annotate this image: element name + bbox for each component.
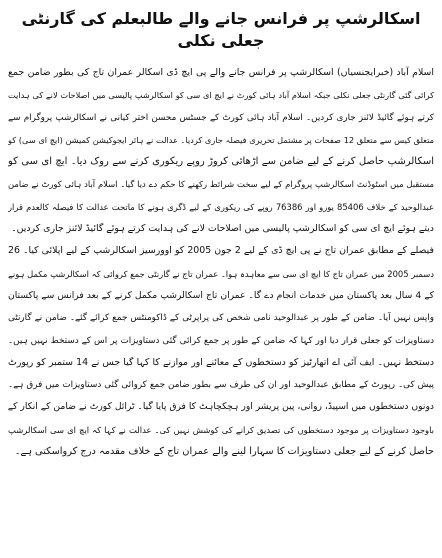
article-line: دسمبر 2005 میں عمران تاج کا ایچ ای سی سے معاہدہ ہوا۔ عمران تاج نے گارنٹی جمع کروائی کہ اسکالرشپ مکمل ہونے [8, 268, 434, 279]
article-line: دونوں دستخطوں میں اسپیڈ، روانی، پین پریشر اور ہچکچاہٹ کا فرق پایا گیا۔ ٹرائل کورٹ نے ضامن کے انکار کے [8, 401, 434, 413]
article-line: فیصلے کے مطابق عمران تاج نے پی ایچ ڈی کے لیے 2 جون 2005 کو اوورسیز اسکالرشپ کے لیے اپلائی کیا۔ 26 [8, 245, 434, 257]
article-headline: اسکالرشپ پر فرانس جانے والے طالبعلم کی گارنٹی جعلی نکلی [21, 9, 421, 50]
article-line: کرتے ہوئے گائیڈ لائنز جاری کردیں۔ اسلام آباد ہائی کورٹ کے جسٹس محسن اختر کیانی نے اسکالرشپ پروگرام سے [8, 112, 434, 123]
article-line: کے 4 سال بعد پاکستان میں خدمات انجام دے گا۔ عمران تاج اسکالرشپ مکمل کرنے کے بعد فرانس سے پاکستان [8, 289, 434, 301]
article-line: متعلق کیس سے متعلق 12 صفحات پر مشتمل تحریری فیصلہ جاری کردیا۔ عدالت نے ہائر ایجوکیشن کمیشن (ایچ ای سی) کو [8, 134, 434, 145]
article-line: پیش کی۔ رپورٹ کے مطابق عبدالوحید اور ان کی طرف سے بطور ضامن جمع کروائی گئی دستاویزات میں فرق ہے۔ [8, 380, 434, 391]
article-line: حاصل کرنے کے لیے جعلی دستاویزات کا سہارا لینے والے عمران تاج کے خلاف مقدمہ درج کرواسکتی ہے۔ [14, 446, 434, 458]
article-line: دستاویزات کو جعلی قرار دیا اور کہا کہ ضامن کے طور پر جمع کرائی گئی دستاویزات پر اس کے دستخط نہیں ہیں۔ [8, 335, 434, 346]
article-line: واپس نہیں آیا۔ ضامن کے طور پر عبدالوحید نامی شخص کی پراپرٹی کے ڈاکومنٹس جمع کرائے گئے۔ ضامن نے گارنٹی [8, 313, 434, 324]
article-line: باوجود دستاویزات پر موجود دستخطوں کی تصدیق کرانے کی کوشش نہیں کی۔ عدالت نے کہا کہ ایچ ای سی اسکالرشپ [8, 424, 434, 435]
article-line: اسکالرشپ حاصل کرنے کے لیے ضامن سے اڑھائی کروڑ روپے ریکوری کرنے سے روک دیا۔ ایچ ای سی کو [8, 156, 434, 168]
article-line: مستقبل میں اسٹوڈنٹ اسکالرشپ پروگرام کے لیے سخت شرائط رکھنے کا حکم دے دیا گیا۔ اسلام آباد ہائی کورٹ نے ضامن [8, 179, 434, 190]
article-line: دیتے ہوئے ایچ ای سی کو اسکالرشپ پالیسی میں اصلاحات لانے کی ہدایت کرتے ہوئے گائیڈ لائنز جاری کردیں۔ [11, 223, 434, 235]
article-line: کرائی گئی گارنٹی جعلی نکلی جبکہ اسلام آباد ہائی کورٹ نے ایچ ای سی کو اسکالرشپ پالیسی میں اصلاحات لانے کی ہدایت [8, 90, 434, 101]
article-line: اسلام آباد (خبرایجنسیاں) اسکالرشپ پر فرانس جانے والے پی ایچ ڈی اسکالر عمران تاج کی بطور ضامن جمع [8, 67, 434, 78]
article-line: دستخط نہیں۔ ایف آئی اے اتھارٹیز کو دستخطوں کے معائنے اور موازنے کا کہا گیا جس نے 14 ستمبر کو رپورٹ [8, 356, 434, 368]
article-body [8, 62, 434, 463]
article-line: عبدالوحید کے خلاف 85406 یورو اور 76386 روپے کی ریکوری کے لیے ڈگری ہونے کا ماتحت عدالت کا فیصلہ کالعدم قرار [8, 201, 434, 212]
